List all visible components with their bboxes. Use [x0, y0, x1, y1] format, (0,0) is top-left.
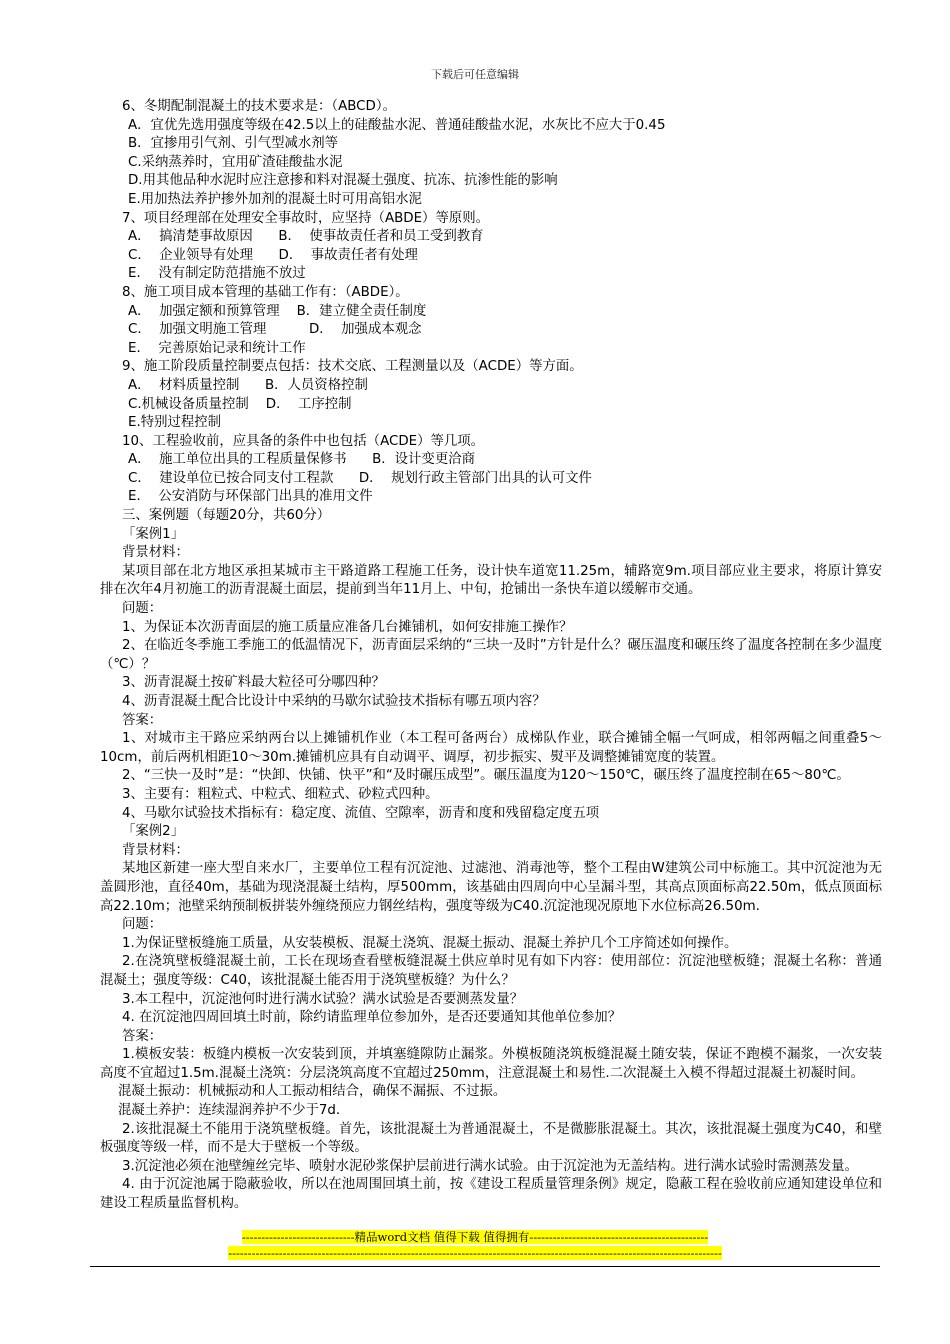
- text-line: 4、沥青混凝土配合比设计中采纳的马歇尔试验技术指标有哪五项内容？: [122, 694, 546, 709]
- text-line: C． 建设单位已按合同支付工程款 D． 规划行政主管部门出具的认可文件: [128, 470, 592, 486]
- text-line: C． 企业领导有处理 D． 事故责任者有处理: [128, 247, 418, 263]
- text-line: 2、“三快一及时”是：“快卸、快铺、快平”和“及时碾压成型”。碾压温度为120～150℃，碾压终了温度控制在65～80℃。: [122, 768, 850, 784]
- footer-divider-text: -------------------------------------------------------------------------------------------------------------------------------: [228, 1246, 722, 1260]
- text-line: A． 施工单位出具的工程质量保修书 B．设计变更洽商: [128, 452, 475, 468]
- text-line: 答案：: [122, 1028, 163, 1044]
- text-line: E.特别过程控制: [128, 415, 222, 431]
- text-line: 2.该批混凝土不能用于浇筑壁板缝。首先，该批混凝土为普通混凝土，不是微膨胀混凝土。其次，该批混凝土强度为C40，和壁板强度等级一样，而不是大于壁板一个等级。: [100, 1121, 882, 1156]
- page-header: 下载后可任意编辑: [431, 68, 519, 81]
- text-line: 答案：: [122, 712, 163, 728]
- text-line: 问题：: [122, 601, 163, 617]
- footer-dashes: [0, 1246, 950, 1261]
- text-line: A． 加强定额和预算管理 B．建立健全责任制度: [128, 303, 427, 319]
- text-line: 2.在浇筑壁板缝混凝土前，工长在现场查看壁板缝混凝土供应单时见有如下内容：使用部位：沉淀池壁板缝；混凝土名称：普通混凝土；强度等级：C40，该批混凝土能否用于浇筑壁板缝？为什么？: [100, 954, 882, 988]
- text-line: 6、冬期配制混凝土的技术要求是：（ABCD）。: [122, 99, 396, 114]
- footer-text: -----------------------------精品word文档 值得下载 值得拥有----------------------------------------------: [241, 1230, 709, 1244]
- text-line: 三、案例题（每题20分，共60分）: [122, 508, 331, 524]
- text-line: 4. 在沉淀池四周回填土时前，除约请监理单位参加外，是否还要通知其他单位参加？: [122, 1010, 622, 1026]
- text-line: 某地区新建一座大型自来水厂，主要单位工程有沉淀池、过滤池、消毒池等，整个工程由W建筑公司中标施工。其中沉淀池为无盖圆形池，直径40m，基础为现浇混凝土结构，厚500mm，该基础由四周向中心呈漏斗型，其高点顶面标高22.50m，低点顶面标高22.10m；池壁采纳预制板拼装外缠绕预应力钢丝结构，强度等级为C40.沉淀池现况原地下水位标高26.50m.: [100, 861, 882, 914]
- text-line: 1、为保证本次沥青面层的施工质量应准备几台摊铺机，如何安排施工操作？: [122, 619, 573, 635]
- text-line: 某项目部在北方地区承担某城市主干路道路工程施工任务，设计快车道宽11.25m，辅路宽9m.项目部应业主要求，将原计算安排在次年4月初施工的沥青混凝土面层，提前到当年11月上、中旬，抢铺出一条快车道以缓解市交通。: [100, 563, 882, 598]
- text-line: 3、主要有：粗粒式、中粒式、细粒式、砂粒式四种。: [122, 786, 439, 802]
- text-line: A． 搞清楚事故原因 B． 使事故责任者和员工受到教育: [128, 229, 484, 245]
- footer-rule: [90, 1266, 880, 1267]
- text-line: 3.沉淀池必须在池壁缠丝完毕、喷射水泥砂浆保护层前进行满水试验。由于沉淀池为无盖结构。进行满水试验时需测蒸发量。: [122, 1158, 858, 1174]
- text-line: E． 公安消防与环保部门出具的准用文件: [128, 489, 373, 505]
- text-line: D.用其他品种水泥时应注意掺和料对混凝土强度、抗冻、抗渗性能的影响: [128, 173, 558, 189]
- text-line: E． 没有制定防范措施不放过: [128, 266, 306, 282]
- text-line: 1.模板安装：板缝内模板一次安装到顶，并填塞缝隙防止漏浆。外模板随浇筑板缝混凝土随安装，保证不跑模不漏浆，一次安装高度不宜超过1.5m.混凝土浇筑：分层浇筑高度不宜超过250mm，注意混凝土和易性.二次混凝土入模不得超过混凝土初凝时间。: [100, 1047, 882, 1081]
- document-body: [100, 98, 882, 1214]
- text-line: A． 材料质量控制 B．人员资格控制: [128, 377, 368, 393]
- text-line: B．宜掺用引气剂、引气型减水剂等: [128, 136, 339, 152]
- text-line: 3.本工程中，沉淀池何时进行满水试验？满水试验是否要测蒸发量？: [122, 991, 524, 1007]
- text-line: E． 完善原始记录和统计工作: [128, 340, 306, 356]
- text-line: C.采纳蒸养时，宜用矿渣硅酸盐水泥: [128, 154, 343, 170]
- text-line: 「案例1」: [122, 526, 185, 542]
- text-line: 问题：: [122, 917, 163, 933]
- text-line: 4. 由于沉淀池属于隐蔽验收，所以在池周围回填土前，按《建设工程质量管理条例》规定，隐蔽工程在验收前应通知建设单位和建设工程质量监督机构。: [100, 1177, 882, 1212]
- text-line: 1、对城市主干路应采纳两台以上摊铺机作业（本工程可备两台）成梯队作业，联合摊铺全幅一气呵成，相邻两幅之间重叠5～10cm，前后两机相距10～30m.摊铺机应具有自动调平、调厚，初步振实、熨平及调整摊铺宽度的装置。: [100, 731, 882, 765]
- text-line: 背景材料：: [122, 842, 189, 858]
- text-line: C． 加强文明施工管理 D． 加强成本观念: [128, 322, 422, 338]
- footer-banner: [0, 1230, 950, 1245]
- text-line: 3、沥青混凝土按矿料最大粒径可分哪四种？: [122, 675, 385, 691]
- text-line: A．宜优先选用强度等级在42.5以上的硅酸盐水泥、普通硅酸盐水泥，水灰比不应大于0.45: [128, 117, 666, 133]
- text-line: 2、在临近冬季施工季施工的低温情况下，沥青面层采纳的“三块一及时”方针是什么？碾压温度和碾压终了温度各控制在多少温度（℃）？: [100, 638, 882, 672]
- text-line: 9、施工阶段质量控制要点包括：技术交底、工程测量以及（ACDE）等方面。: [122, 359, 583, 375]
- text-line: 4、马歇尔试验技术指标有：稳定度、流值、空隙率，沥青和度和残留稳定度五项: [122, 805, 600, 821]
- text-line: 「案例2」: [122, 824, 185, 840]
- text-line: 10、工程验收前，应具备的条件中也包括（ACDE）等几项。: [122, 433, 485, 449]
- text-line: 混凝土振动：机械振动和人工振动相结合，确保不漏振、不过振。: [118, 1084, 507, 1100]
- text-line: 8、施工项目成本管理的基础工作有：（ABDE）。: [122, 284, 409, 300]
- text-line: C.机械设备质量控制 D． 工序控制: [128, 396, 352, 412]
- text-line: E.用加热法养护掺外加剂的混凝土时可用高铝水泥: [128, 191, 422, 207]
- text-line: 背景材料：: [122, 545, 189, 561]
- text-line: 混凝土养护：连续湿润养护不少于7d.: [118, 1103, 341, 1119]
- text-line: 1.为保证壁板缝施工质量，从安装模板、混凝土浇筑、混凝土振动、混凝土养护几个工序简述如何操作。: [122, 935, 738, 951]
- text-line: 7、项目经理部在处理安全事故时，应坚持（ABDE）等原则。: [122, 210, 490, 226]
